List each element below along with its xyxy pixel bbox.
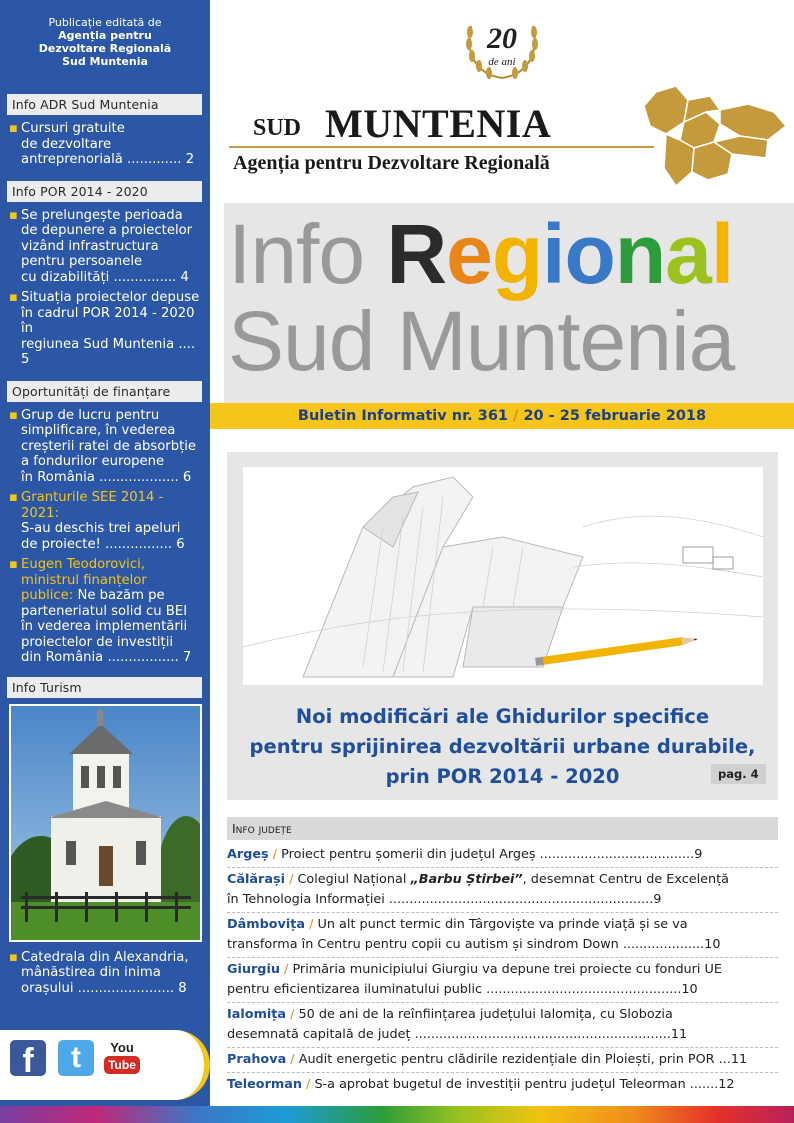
- masthead-word-regional: [386, 207, 733, 301]
- county-news-text: desemnată capitală de județ ...............................................................11: [227, 1027, 688, 1042]
- masthead-word-info: Info: [228, 207, 365, 301]
- toc-item-line: de proiecte! ................ 6: [21, 536, 185, 552]
- masthead-regional-letter: g: [491, 207, 543, 301]
- section-heading-oportunitati: Oportunități de finanțare: [7, 381, 202, 402]
- toc-item[interactable]: [9, 557, 200, 666]
- cathedral-photo: [9, 704, 202, 942]
- county-news-text: pentru eficientizarea iluminatului public ................................................10: [227, 982, 698, 997]
- cathedral-photo-illustration: [11, 706, 201, 942]
- section-heading-info-judete: Info județe: [227, 817, 778, 840]
- toc-item[interactable]: [9, 121, 200, 168]
- bullet-icon: ▪: [9, 207, 18, 223]
- separator-slash: /: [290, 1052, 295, 1067]
- toc-item-line: în vederea implementării: [21, 619, 188, 634]
- bullet-icon: ▪: [9, 949, 18, 965]
- county-name: Teleorman: [227, 1077, 302, 1092]
- toc-item-line: cu dizabilități ............... 4: [21, 269, 189, 285]
- toc-item[interactable]: [9, 408, 200, 486]
- toc-item-line: Grup de lucru pentru: [21, 407, 160, 423]
- brand-divider: [229, 146, 654, 148]
- toc-item-line: parteneriatul solid cu BEI: [21, 603, 188, 619]
- twitter-icon-glyph: t: [71, 1041, 81, 1074]
- toc-item-line: în cadrul POR 2014 - 2020 în: [21, 305, 195, 336]
- section-heading-info-turism: Info Turism: [7, 677, 202, 698]
- bulletin-separator: /: [513, 408, 519, 424]
- county-news-text: 50 de ani de la reînființarea județului Ialomița, cu Slobozia: [298, 1007, 673, 1022]
- county-news-text: , desemnat Centru de Excelență: [522, 872, 729, 887]
- county-name: Dâmbovița: [227, 917, 306, 932]
- separator-slash: /: [306, 1077, 311, 1092]
- brand-sud: SUD: [253, 115, 302, 141]
- county-news-item-prahova[interactable]: [227, 1048, 778, 1073]
- architectural-sketch-image: [243, 467, 763, 685]
- toc-item-highlight: Eugen Teodorovici, ministrul finanțelor publice:: [21, 557, 147, 603]
- bulletin-date: 20 - 25 februarie 2018: [523, 408, 707, 424]
- county-news-text: Colegiul Național: [297, 872, 411, 887]
- toc-item[interactable]: [9, 490, 200, 552]
- youtube-icon-bottom: Tube: [104, 1056, 140, 1074]
- feature-headline-line: prin POR 2014 - 2020: [385, 765, 620, 788]
- sidebar: [0, 0, 210, 1106]
- bulletin-number: Buletin Informativ nr. 361: [297, 408, 509, 424]
- toc-item-line: creșterii ratei de absorbție: [21, 438, 197, 454]
- twitter-icon[interactable]: [58, 1040, 94, 1076]
- county-name: Prahova: [227, 1052, 287, 1067]
- toc-item-line: Ne bazăm pe: [77, 588, 165, 603]
- anniversary-laurel: [461, 12, 543, 82]
- toc-item-line: regiunea Sud Muntenia .... 5: [21, 336, 196, 367]
- county-news-text: în Tehnologia Informației .................................................................9: [227, 892, 662, 907]
- publisher-credit: [0, 0, 210, 68]
- county-news-item-calarasi[interactable]: [227, 868, 778, 913]
- masthead-regional-letter: e: [446, 207, 492, 301]
- anniversary-text: de ani: [488, 56, 516, 68]
- masthead-title-line1: [228, 206, 733, 302]
- toc-item-line: simplificare, în vederea: [21, 423, 176, 438]
- county-news-text: Un alt punct termic din Târgoviște va prinde viață și se va: [317, 917, 688, 932]
- toc-item-line: Catedrala din Alexandria,: [21, 949, 189, 965]
- page-reference: pag. 4: [711, 764, 766, 784]
- toc-item-line: mânăstirea din inima: [21, 965, 161, 980]
- brand-muntenia: MUNTENIA: [325, 101, 552, 146]
- bullet-icon: ▪: [9, 121, 18, 136]
- toc-item-line: vizând infrastructura: [21, 238, 159, 254]
- social-links: [0, 1030, 210, 1100]
- feature-headline-line: pentru sprijinirea dezvoltării urbane durabile,: [249, 735, 756, 758]
- feature-article[interactable]: [227, 452, 778, 800]
- region-map-icon: [636, 82, 791, 192]
- toc-item[interactable]: [9, 950, 200, 997]
- toc-item-line: de dezvoltare: [21, 136, 112, 152]
- toc-item-line: Cursuri gratuite: [21, 121, 125, 136]
- bullet-icon: ▪: [9, 557, 18, 572]
- separator-slash: /: [284, 962, 289, 977]
- county-news-item-giurgiu[interactable]: [227, 958, 778, 1003]
- masthead-title-line2: Sud Muntenia: [228, 294, 735, 388]
- toc-item-line: pentru persoanele: [21, 254, 143, 269]
- county-news-item-teleorman[interactable]: [227, 1073, 778, 1097]
- toc-item-line: în România ................... 6: [21, 469, 192, 485]
- bullet-icon: ▪: [9, 490, 18, 505]
- county-name: Călărași: [227, 872, 285, 887]
- county-name: Ialomița: [227, 1007, 287, 1022]
- masthead-regional-letter: n: [614, 207, 666, 301]
- toc-item-line: S-au deschis trei apeluri: [21, 521, 181, 536]
- toc-item[interactable]: [9, 290, 200, 368]
- county-news-text: S-a aprobat bugetul de investiții pentru județul Teleorman .......12: [314, 1077, 735, 1092]
- masthead-regional-letter: R: [386, 207, 447, 301]
- toc-item-line: Se prelungește perioada: [21, 207, 183, 223]
- region-map-logo: [636, 82, 791, 192]
- county-news-emphasis: „Barbu Știrbei”: [410, 872, 523, 887]
- masthead-regional-letter: o: [564, 207, 615, 301]
- bullet-icon: ▪: [9, 290, 18, 305]
- separator-slash: /: [272, 847, 278, 862]
- county-name: Argeș: [227, 847, 269, 862]
- section-heading-info-adr: Info ADR Sud Muntenia: [7, 94, 202, 115]
- county-news-text: Audit energetic pentru clădirile rezidențiale din Ploiești, prin POR ...11: [298, 1052, 748, 1067]
- toc-item-line: proiectelor de investiții: [21, 634, 174, 650]
- toc-item-line: orașului ....................... 8: [21, 980, 187, 996]
- masthead-regional-letter: i: [542, 207, 565, 301]
- toc-item-highlight: Granturile SEE 2014 - 2021:: [21, 490, 164, 521]
- brand-agency: Agenția pentru Dezvoltare Regională: [233, 152, 550, 174]
- publisher-line: Agenția pentru: [58, 29, 152, 42]
- feature-headline-line: Noi modificări ale Ghidurilor specifice: [295, 705, 710, 728]
- toc-item-line: din România ................. 7: [21, 650, 192, 665]
- county-name: Giurgiu: [227, 962, 280, 977]
- county-news-item-arges[interactable]: [227, 843, 778, 868]
- county-news-text: transforma în Centru pentru copii cu autism și sindrom Down ....................10: [227, 937, 721, 952]
- bulletin-strip: [210, 403, 794, 429]
- county-news-item-dambovita[interactable]: [227, 913, 778, 958]
- rainbow-footer-strip: [0, 1106, 794, 1123]
- separator-slash: /: [309, 917, 314, 932]
- youtube-icon[interactable]: [104, 1040, 140, 1076]
- separator-slash: /: [290, 1007, 295, 1022]
- county-news-list: [227, 843, 778, 1097]
- toc-item-line: a fondurilor europene: [21, 454, 165, 469]
- publisher-line: Dezvoltare Regională: [38, 42, 172, 55]
- toc-item[interactable]: [9, 208, 200, 286]
- toc-item-line: antreprenorială ............. 2: [21, 152, 195, 167]
- youtube-icon-top: You: [110, 1040, 134, 1055]
- county-news-text: Primăria municipiului Giurgiu va depune trei proiecte cu fonduri UE: [292, 962, 723, 977]
- architectural-sketch-illustration: [243, 467, 763, 685]
- publisher-line: Publicație editată de: [48, 16, 162, 29]
- facebook-icon[interactable]: f: [10, 1040, 46, 1076]
- masthead-regional-letter: a: [665, 207, 711, 301]
- section-heading-info-por: Info POR 2014 - 2020: [7, 181, 202, 202]
- publisher-line: Sud Muntenia: [62, 55, 148, 68]
- toc-item-line: Situația proiectelor depuse: [21, 290, 200, 305]
- anniversary-number: 20: [487, 22, 517, 55]
- bullet-icon: ▪: [9, 407, 18, 423]
- masthead-regional-letter: l: [710, 207, 734, 301]
- county-news-item-ialomita[interactable]: [227, 1003, 778, 1048]
- toc-item-line: de depunere a proiectelor: [21, 223, 193, 238]
- county-news-text: Proiect pentru șomerii din județul Argeș ......................................9: [281, 847, 703, 862]
- feature-headline[interactable]: [227, 702, 778, 792]
- separator-slash: /: [289, 872, 294, 887]
